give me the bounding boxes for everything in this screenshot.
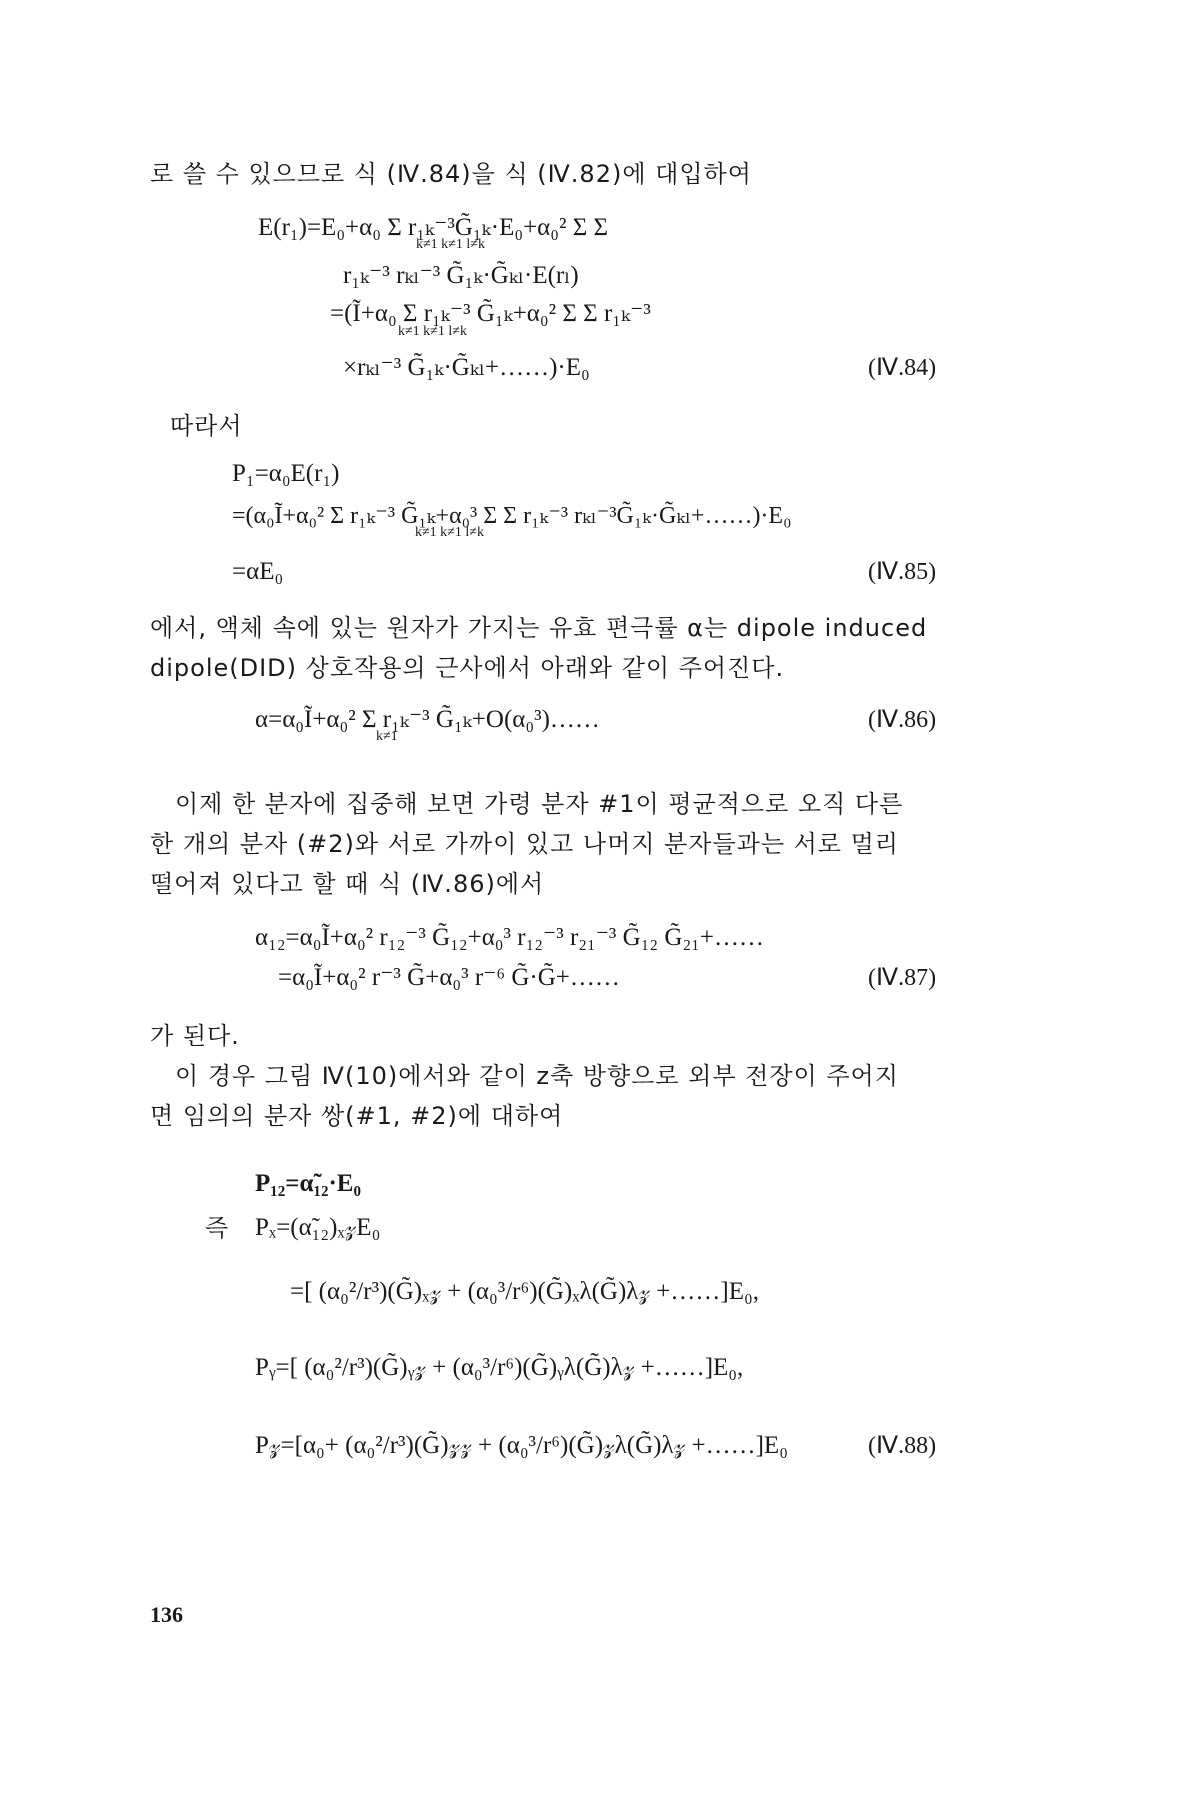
equation-iv84-line3-subscripts: k≠1 k≠1 l≠k [398,324,467,339]
paragraph-pair-line3: 떨어져 있다고 할 때 식 (Ⅳ.86)에서 [150,870,545,898]
paragraph-field-line2: 면 임의의 분자 쌍(#1, #2)에 대하여 [150,1102,564,1130]
paragraph-alpha-line2: dipole(DID) 상호작용의 근사에서 아래와 같이 주어진다. [150,654,785,682]
paragraph-pair-line1: 이제 한 분자에 집중해 보면 가령 분자 #1이 평균적으로 오직 다른 [175,790,904,818]
equation-iv84-line1: E(r₁)=E₀+α₀ Σ r₁ₖ⁻³G̃₁ₖ·E₀+α₀² Σ Σ [258,214,609,241]
equation-number-iv86: (Ⅳ.86) [868,707,937,733]
equation-iv88-line5: P𝓏=[α₀+ (α₀²/r³)(G̃)𝓏𝓏 + (α₀³/r⁶)(G̃)𝓏λ(G̃)λ𝓏 +……]E₀ [255,1432,788,1459]
becomes-text: 가 된다. [150,1022,240,1050]
equation-iv87-line2: =α₀Ĩ+α₀² r⁻³ G̃+α₀³ r⁻⁶ G̃·G̃+…… [278,964,620,991]
equation-iv85-line1: P₁=α₀E(r₁) [232,460,340,487]
equation-iv88-line2: Pₓ=(α̃₁₂)ₓ𝓏E₀ [255,1214,381,1241]
page-number: 136 [150,1602,183,1627]
equation-iv85-line2-subscripts: k≠1 k≠1 l≠k [415,525,484,540]
equation-iv85-line2: =(α₀Ĩ+α₀² Σ r₁ₖ⁻³ G̃₁ₖ+α₀³ Σ Σ r₁ₖ⁻³ rₖₗ⁻³G̃₁ₖ·G̃ₖₗ+……)·E₀ [232,503,792,529]
intro-text: 로 쓸 수 있으므로 식 (Ⅳ.84)을 식 (Ⅳ.82)에 대입하여 [150,160,752,188]
equation-iv86: α=α₀Ĩ+α₀² Σ r₁ₖ⁻³ G̃₁ₖ+O(α₀³)…… [255,706,600,733]
therefore-text: 따라서 [170,412,243,440]
equation-iv86-subscripts: k≠1 [376,729,398,744]
equation-iv88-line3: =[ (α₀²/r³)(G̃)ₓ𝓏 + (α₀³/r⁶)(G̃)ₓλ(G̃)λ𝓏 +……]E₀, [290,1278,759,1305]
paragraph-alpha-line1: 에서, 액체 속에 있는 원자가 가지는 유효 편극률 α는 dipole induced [150,614,928,642]
equation-number-iv87: (Ⅳ.87) [868,965,937,991]
namely-text: 즉 [205,1214,230,1242]
equation-iv84-line4: ×rₖₗ⁻³ G̃₁ₖ·G̃ₖₗ+……)·E₀ [343,354,590,381]
paragraph-field-line1: 이 경우 그림 Ⅳ(10)에서와 같이 z축 방향으로 외부 전장이 주어지 [175,1062,899,1090]
paragraph-pair-line2: 한 개의 분자 (#2)와 서로 가까이 있고 나머지 분자들과는 서로 멀리 [150,830,899,858]
equation-iv88-line4: Pᵧ=[ (α₀²/r³)(G̃)ᵧ𝓏 + (α₀³/r⁶)(G̃)ᵧλ(G̃)λ𝓏 +……]E₀, [255,1354,744,1381]
equation-iv87-line1: α₁₂=α₀Ĩ+α₀² r₁₂⁻³ G̃₁₂+α₀³ r₁₂⁻³ r₂₁⁻³ G̃₁₂ G̃₂₁+…… [255,924,764,951]
equation-iv84-line1-subscripts: k≠1 k≠1 l≠k [416,237,485,252]
equation-number-iv84: (Ⅳ.84) [868,355,937,381]
equation-iv88-line1: P₁₂=α̃₁₂·E₀ [255,1170,361,1197]
equation-iv84-line2: r₁ₖ⁻³ rₖₗ⁻³ G̃₁ₖ·G̃ₖₗ·E(rₗ) [343,262,579,289]
equation-number-iv85: (Ⅳ.85) [868,559,937,585]
equation-number-iv88: (Ⅳ.88) [868,1433,937,1459]
equation-iv84-line3: =(Ĩ+α₀ Σ r₁ₖ⁻³ G̃₁ₖ+α₀² Σ Σ r₁ₖ⁻³ [330,300,651,327]
equation-iv85-line3: =αE₀ [232,558,284,585]
